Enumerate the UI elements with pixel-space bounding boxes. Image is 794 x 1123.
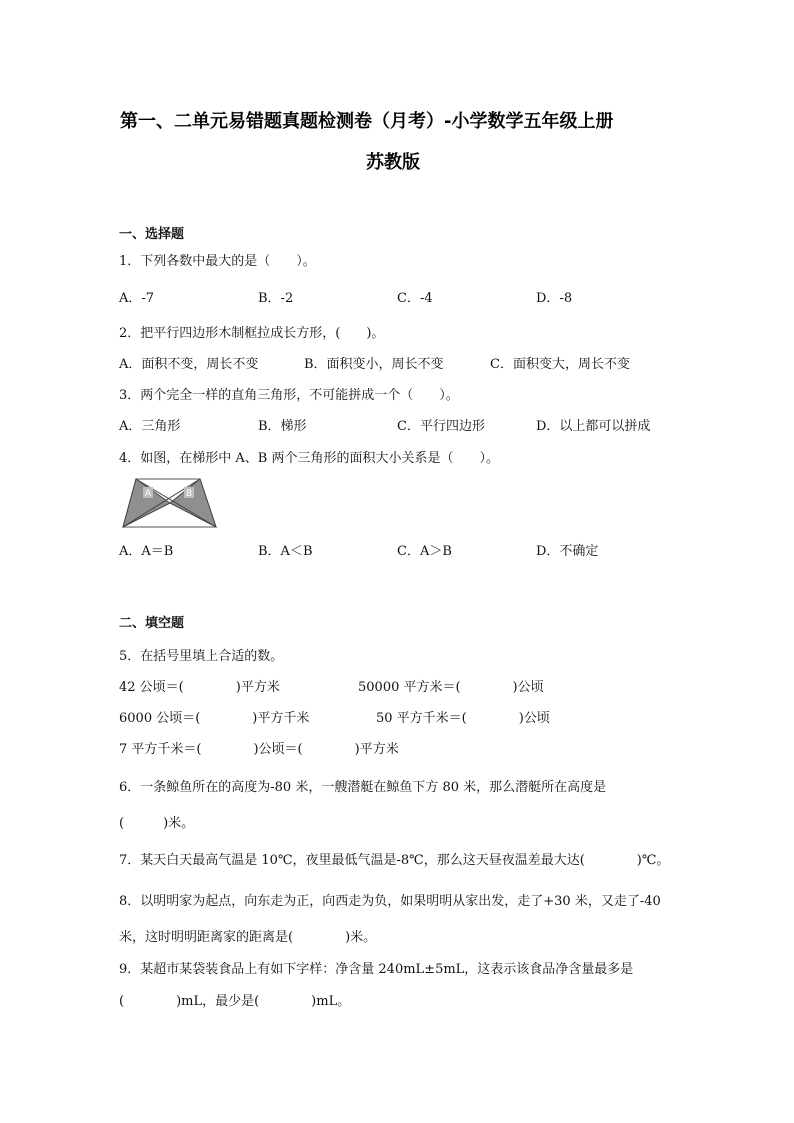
- section-heading-fill: 二、填空题: [119, 616, 185, 631]
- question-2-option-a: A．面积不变，周长不变: [119, 357, 259, 372]
- question-4-stem: 4．如图，在梯形中 A、B 两个三角形的面积大小关系是（ ）。: [119, 451, 499, 466]
- question-4-option-b: B．A＜B: [258, 544, 313, 559]
- question-5-row1-right: 50000 平方米＝( )公顷: [358, 680, 544, 695]
- question-5-row2-left: 6000 公顷＝( )平方千米: [119, 711, 310, 726]
- question-1-option-d: D．-8: [536, 291, 573, 306]
- triangle-label-b: B: [186, 489, 193, 499]
- page-title-line2: 苏教版: [366, 152, 420, 173]
- triangle-label-a: A: [145, 489, 152, 499]
- question-3-option-b: B．梯形: [258, 419, 307, 434]
- question-9-line2: ( )mL，最少是( )mL。: [119, 994, 351, 1009]
- question-6-line1: 6．一条鲸鱼所在的高度为-80 米，一艘潜艇在鲸鱼下方 80 米，那么潜艇所在高度是: [119, 780, 607, 795]
- question-5-stem: 5．在括号里填上合适的数。: [119, 649, 284, 664]
- question-9-line1: 9．某超市某袋装食品上有如下字样：净含量 240mL±5mL，这表示该食品净含量最多是: [119, 962, 634, 977]
- question-2-option-c: C．面积变大，周长不变: [490, 357, 630, 372]
- question-3-option-a: A．三角形: [119, 419, 181, 434]
- question-8-line1: 8．以明明家为起点，向东走为正，向西走为负，如果明明从家出发，走了+30 米，又走了-40: [119, 894, 661, 909]
- question-1-option-c: C．-4: [397, 291, 433, 306]
- question-5-row1-left: 42 公顷＝( )平方米: [119, 680, 280, 695]
- section-heading-choice: 一、选择题: [119, 227, 185, 242]
- question-1-option-a: A．-7: [119, 291, 155, 306]
- question-5-row2-right: 50 平方千米＝( )公顷: [376, 711, 550, 726]
- question-1-stem: 1．下列各数中最大的是（ ）。: [119, 254, 316, 269]
- question-1-option-b: B．-2: [258, 291, 294, 306]
- question-2-stem: 2．把平行四边形木制框拉成长方形，( )。: [119, 326, 385, 341]
- question-5-row3: 7 平方千米＝( )公顷＝( )平方米: [119, 742, 399, 757]
- question-2-option-b: B．面积变小，周长不变: [304, 357, 444, 372]
- question-6-line2: ( )米。: [119, 816, 195, 831]
- page-title-line1: 第一、二单元易错题真题检测卷（月考）-小学数学五年级上册: [120, 111, 614, 132]
- question-4-option-d: D．不确定: [536, 544, 599, 559]
- question-8-line2: 米，这时明明距离家的距离是( )米。: [119, 930, 377, 945]
- trapezoid-figure: [118, 474, 222, 532]
- question-4-option-c: C．A＞B: [397, 544, 452, 559]
- question-7-line1: 7．某天白天最高气温是 10℃，夜里最低气温是-8℃，那么这天昼夜温差最大达( )℃。: [119, 853, 670, 868]
- question-4-option-a: A．A＝B: [119, 544, 174, 559]
- question-3-stem: 3．两个完全一样的直角三角形，不可能拼成一个（ ）。: [119, 388, 459, 403]
- question-3-option-c: C．平行四边形: [397, 419, 485, 434]
- question-3-option-d: D．以上都可以拼成: [536, 419, 651, 434]
